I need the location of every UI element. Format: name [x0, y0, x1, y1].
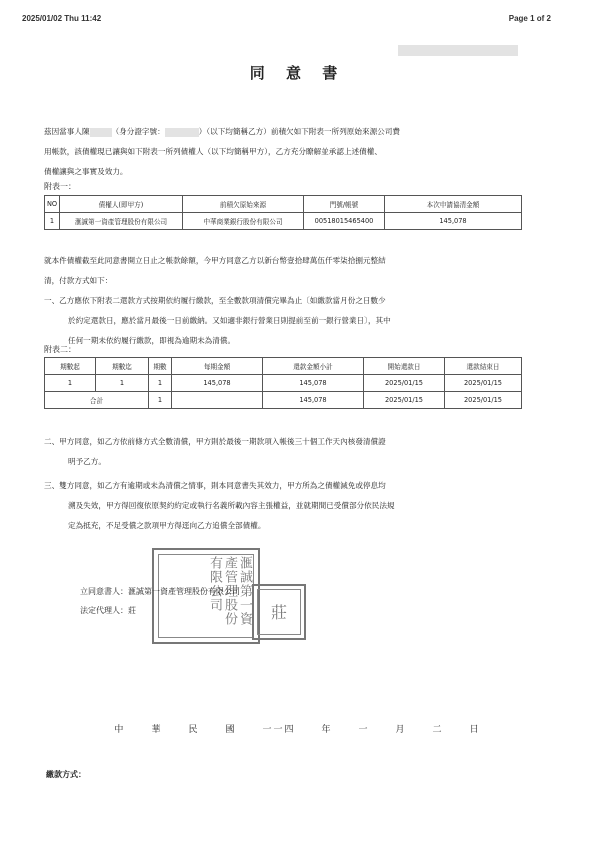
date-part: 月 — [395, 725, 407, 735]
payment-method-label: 繳款方式： — [46, 770, 86, 779]
payment-terms — [44, 251, 544, 351]
col-header: NO — [45, 196, 60, 213]
table-cell: 145,078 — [263, 392, 364, 409]
table-cell — [172, 392, 263, 409]
document-date — [0, 722, 595, 735]
col-header: 期數迄 — [96, 358, 149, 375]
date-part: 華 — [151, 725, 163, 735]
table-cell: 145,078 — [385, 213, 522, 230]
seal-text: 滙誠第一資產管理股份有限公司 — [207, 556, 252, 626]
table-cell: 2025/01/15 — [445, 392, 522, 409]
intro-line1c: ）（以下均簡稱乙方）前積欠如下附表一所列原始來源公司費 — [198, 127, 400, 136]
table-cell: 1 — [45, 213, 60, 230]
table-header-row — [45, 358, 522, 375]
table-cell: 2025/01/15 — [364, 392, 445, 409]
clause-line: 定為抵充，不足受償之款項甲方得逕向乙方追償全部債權。 — [68, 521, 266, 530]
table2-label: 附表二： — [44, 345, 76, 354]
table-row — [45, 375, 522, 392]
date-part: 中 — [114, 725, 126, 735]
page-number: Page 1 of 2 — [508, 14, 551, 23]
seal-text: 莊 — [270, 603, 287, 622]
terms-line: 任何一期未依約履行繳款，即視為逾期未為清償。 — [68, 336, 236, 345]
redacted-name — [90, 128, 112, 137]
clause-line: 溯及失效，甲方得回復依原契約約定或執行名義所載內容主張權益，並就期間已受償部分依民法規 — [68, 501, 395, 510]
signer-value: 滙誠第一資產管理股份有限公司 — [128, 587, 240, 596]
col-header: 門號/帳號 — [304, 196, 385, 213]
schedule-table — [44, 357, 522, 409]
table-cell: 滙誠第一資產管理股份有限公司 — [60, 213, 183, 230]
clause-line: 三、雙方同意，如乙方有逾期或未為清償之情事，則本同意書失其效力，甲方所為之債權減免或停息均 — [44, 481, 386, 490]
table-cell: 中華商業銀行股份有限公司 — [183, 213, 304, 230]
table-cell: 2025/01/15 — [364, 375, 445, 392]
intro-line2: 用帳款，該債權現已讓與如下附表一所列債權人（以下均簡稱甲方），乙方充分瞭解並承認上述債權、 — [44, 147, 382, 156]
clause-line: 二、甲方同意，如乙方依前條方式全數清償，甲方則於最後一期款項入帳後三十個工作天內核發清償證 — [44, 437, 386, 446]
col-header: 前積欠原始來源 — [183, 196, 304, 213]
col-header: 期數 — [149, 358, 172, 375]
table-row — [45, 213, 522, 230]
col-header: 每期金額 — [172, 358, 263, 375]
print-datetime: 2025/01/02 Thu 11:42 — [22, 14, 102, 23]
col-header: 還款金額小計 — [263, 358, 364, 375]
terms-line: 就本件債權截至此同意書開立日止之帳款餘額，今甲方同意乙方以新台幣壹拾肆萬伍仟零柒拾捌元整結 — [44, 256, 386, 265]
representative-row — [80, 605, 136, 616]
representative-value: 莊 — [128, 606, 136, 615]
creditor-table — [44, 195, 522, 230]
signer-label: 立同意書人： — [80, 587, 128, 596]
clause-line: 明予乙方。 — [68, 457, 106, 466]
redacted-block — [398, 45, 518, 56]
table1-label: 附表一： — [44, 182, 76, 191]
date-part: 二 — [432, 725, 444, 735]
intro-line3: 債權讓與之事實及效力。 — [44, 167, 128, 176]
date-part: 日 — [469, 725, 481, 735]
date-part: 國 — [225, 725, 237, 735]
table-cell: 1 — [149, 392, 172, 409]
representative-seal — [252, 584, 306, 640]
table-cell: 合計 — [45, 392, 149, 409]
table-cell: 145,078 — [172, 375, 263, 392]
terms-line: 於約定還款日，應於當月最後一日前繳納。又如適非銀行營業日則提前至前一銀行營業日〕，其中 — [68, 316, 391, 325]
terms-line: 一、乙方應依下附表二還款方式按期依約履行繳款，至全數款項清償完畢為止〔如繳款當月份之日數少 — [44, 296, 386, 305]
intro-line1a: 茲因當事人陳 — [44, 127, 90, 136]
intro-paragraph — [44, 122, 544, 182]
table-header-row — [45, 196, 522, 213]
col-header: 債權人(即甲方) — [60, 196, 183, 213]
table-cell: 2025/01/15 — [445, 375, 522, 392]
date-part: 一一四 — [262, 725, 296, 735]
col-header: 還款結束日 — [445, 358, 522, 375]
table-cell: 145,078 — [263, 375, 364, 392]
table-cell: 00518015465400 — [304, 213, 385, 230]
redacted-id — [165, 128, 199, 137]
col-header: 期數起 — [45, 358, 96, 375]
intro-line1b: （身分證字號： — [111, 127, 165, 136]
table-cell: 1 — [96, 375, 149, 392]
col-header: 開始還款日 — [364, 358, 445, 375]
table-cell: 1 — [45, 375, 96, 392]
table-cell: 1 — [149, 375, 172, 392]
clause-three — [44, 476, 544, 536]
signer-row — [80, 586, 240, 597]
date-part: 一 — [358, 725, 370, 735]
date-part: 年 — [321, 725, 333, 735]
date-part: 民 — [188, 725, 200, 735]
table-total-row — [45, 392, 522, 409]
col-header: 本次申請協清金額 — [385, 196, 522, 213]
document-title: 同 意 書 — [249, 64, 346, 82]
terms-line: 清，付款方式如下： — [44, 276, 113, 285]
clause-two — [44, 432, 544, 472]
representative-label: 法定代理人： — [80, 606, 128, 615]
